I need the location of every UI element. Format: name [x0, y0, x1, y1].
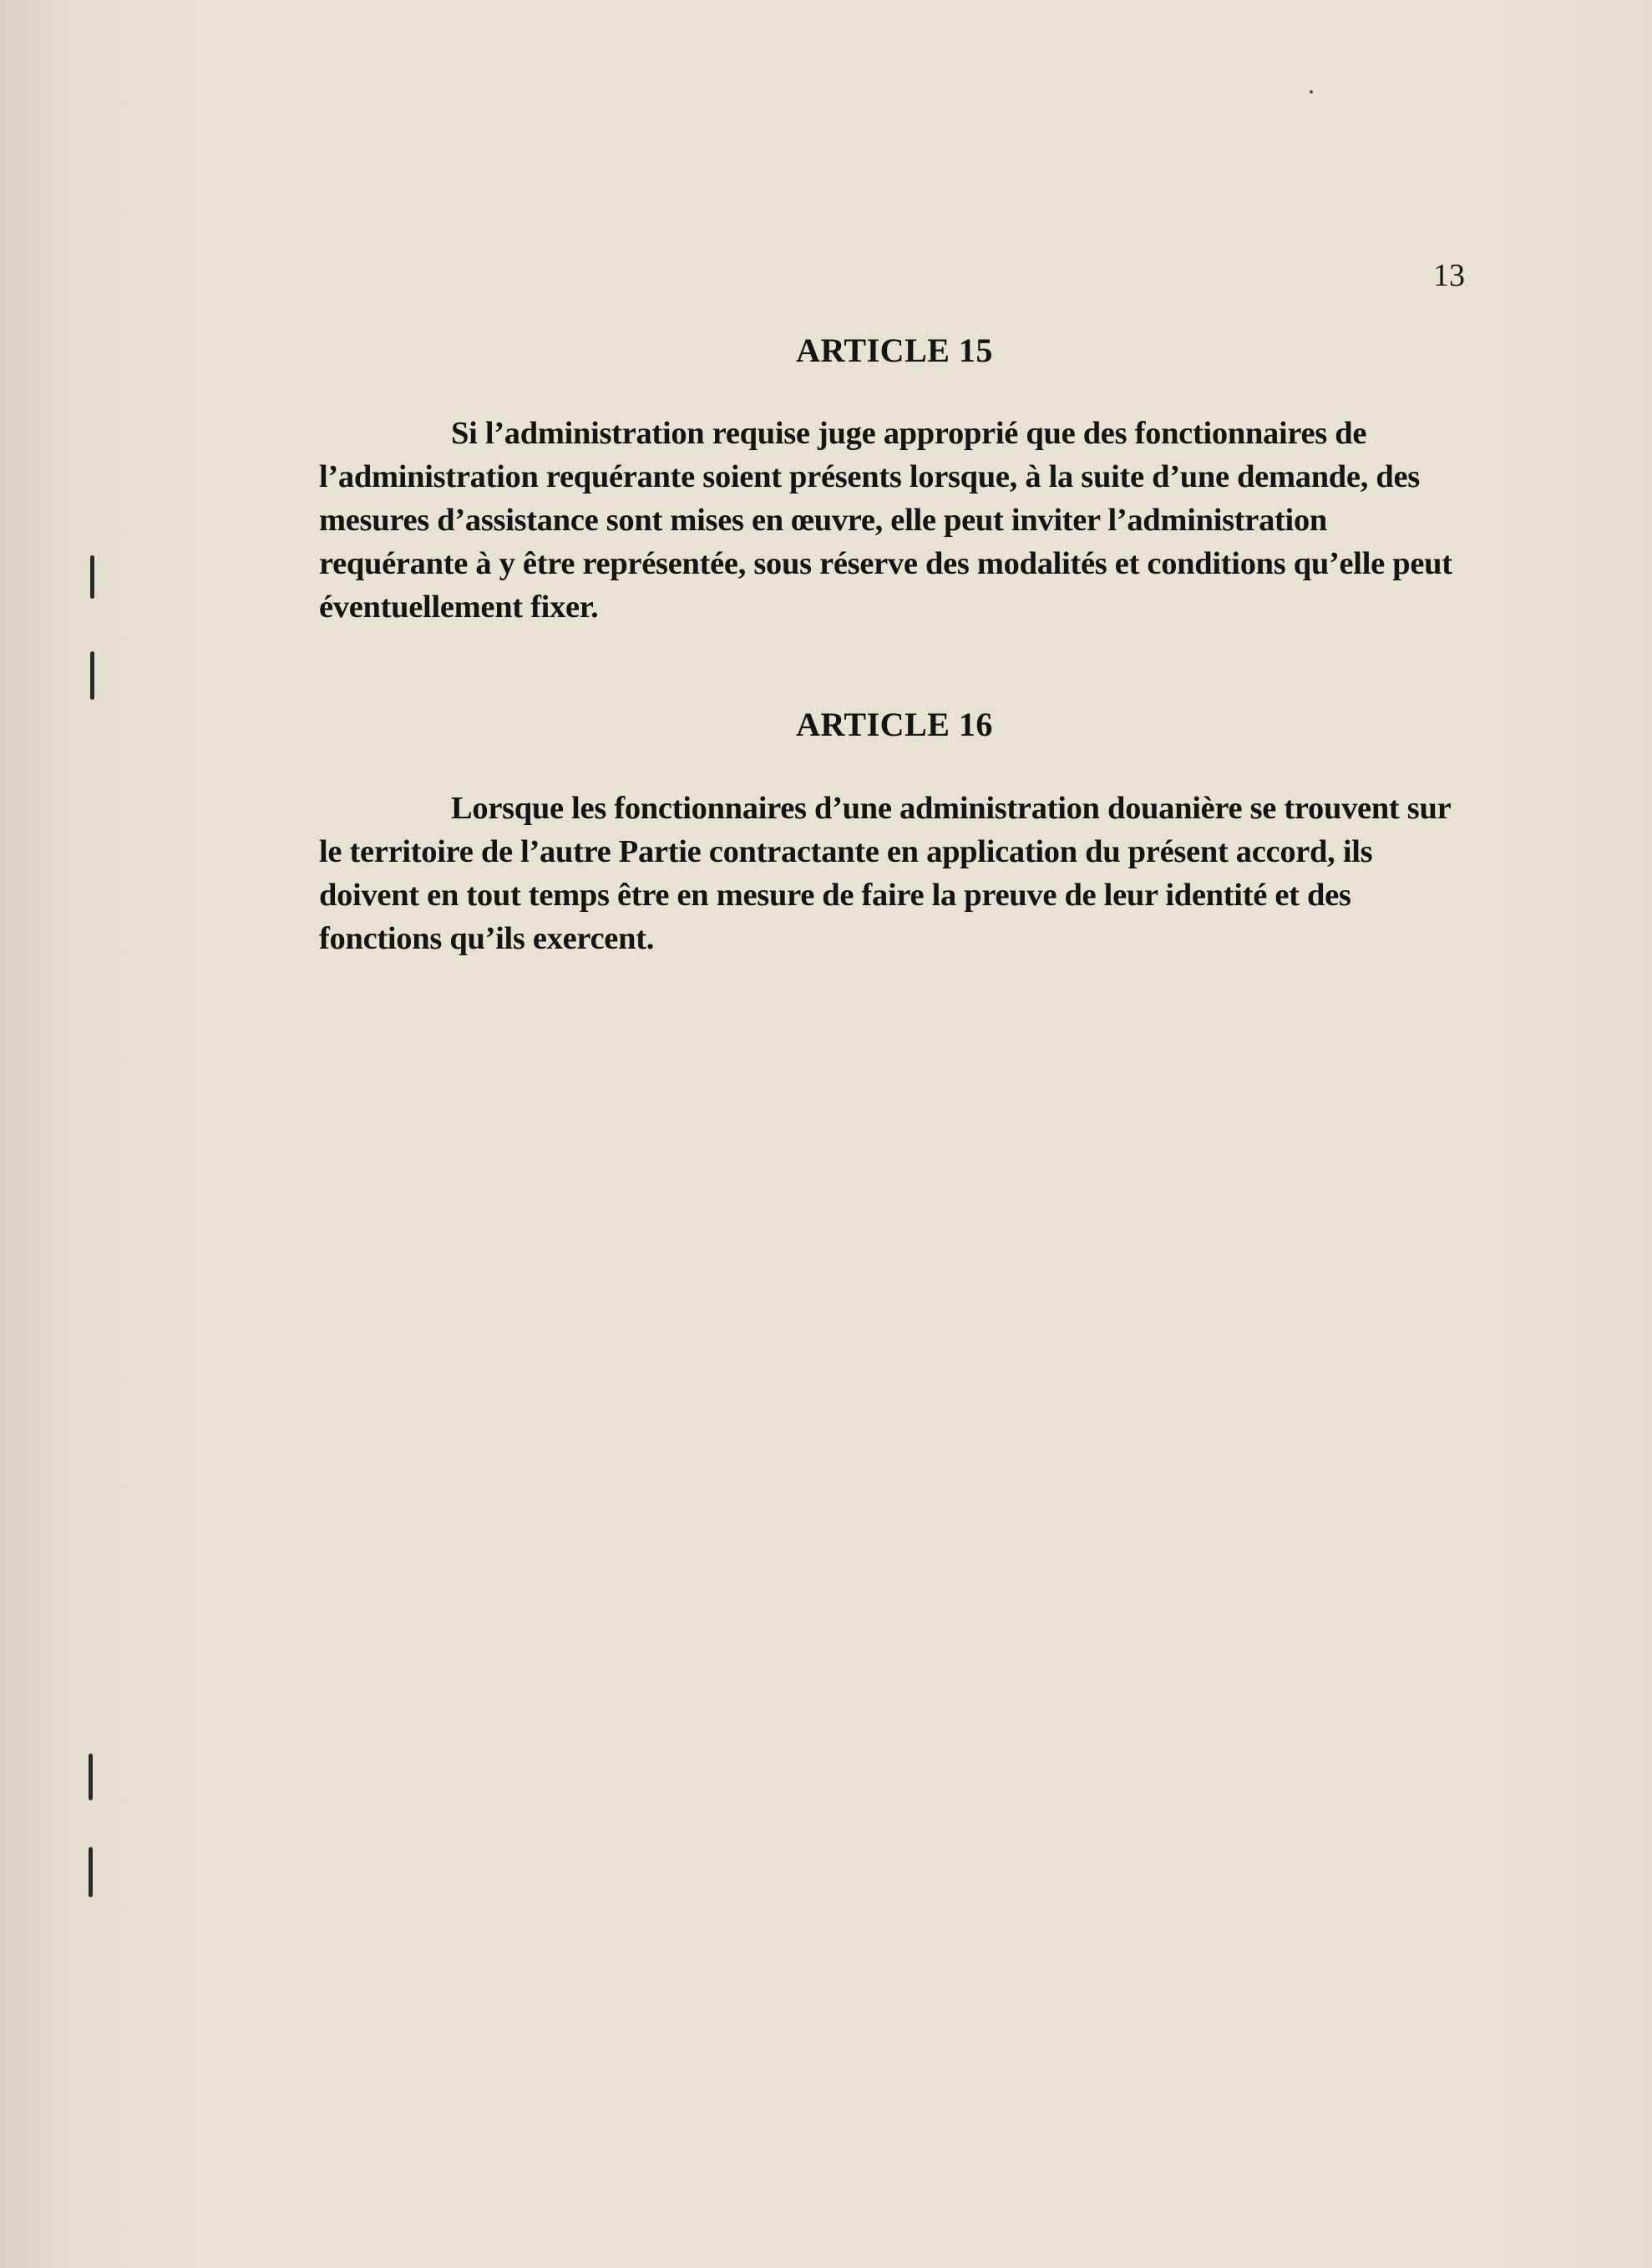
binding-mark [90, 555, 94, 599]
paper-speck [1310, 90, 1313, 94]
article-15-heading: ARTICLE 15 [796, 332, 993, 369]
page-number: 13 [1433, 258, 1465, 293]
article-15-text: Si l’administration requise juge approprié que des fonctionnaires de l’administration requérante soient présents lorsque, à la suite d’une demande, des mesures d’assistance sont mises en œuvre, elle peut inviter l’administration requérante à y être représentée, sous réserve des modalités et conditions qu’elle peut éventuellement fixer. [319, 416, 1452, 625]
article-16-text: Lorsque les fonctionnaires d’une administration douanière se trouvent sur le territoire de l’autre Partie contractante en application du présent accord, ils doivent en tout temps être en mesure de faire la preuve de leur identité et des fonctions qu’ils exercent. [319, 791, 1451, 956]
binding-mark [89, 1847, 93, 1897]
binding-mark [89, 1754, 93, 1800]
binding-mark [90, 651, 94, 700]
article-16-heading: ARTICLE 16 [796, 706, 993, 743]
